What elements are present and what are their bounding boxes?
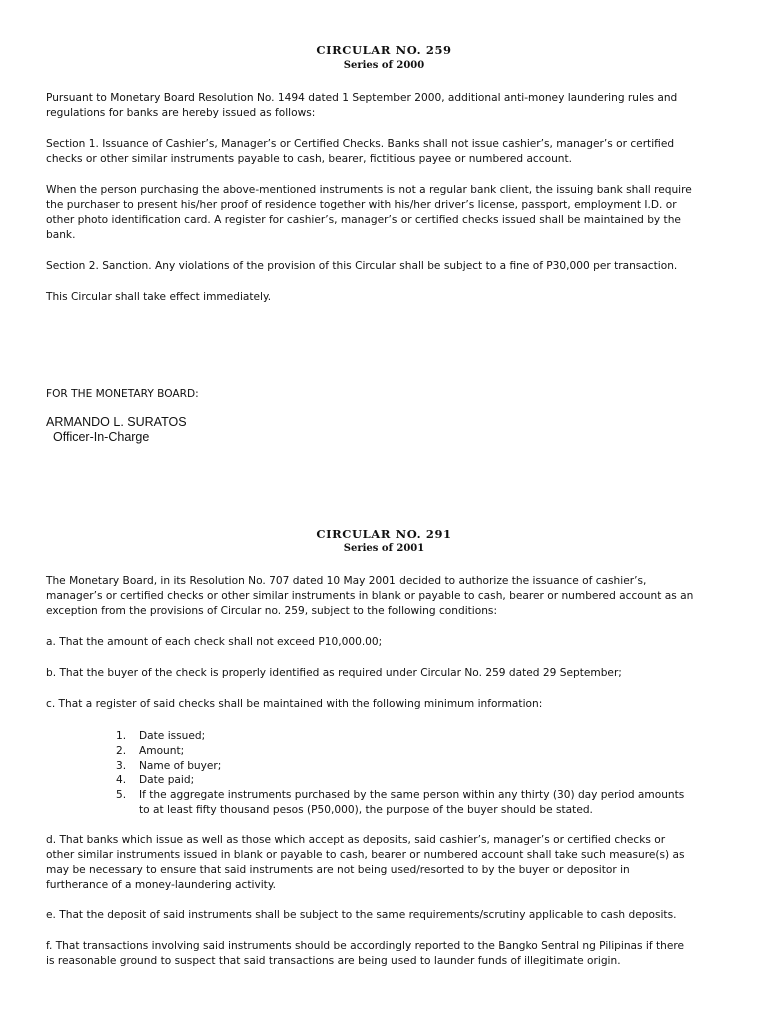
text-line: other photo identification card. A register for cashier’s, manager’s or certified checks issued shall be maintained by the: [46, 214, 681, 226]
condition-f: [46, 939, 722, 969]
circular-259-section-1: [46, 137, 722, 167]
list-number: 4.: [116, 774, 127, 787]
text-line: Pursuant to Monetary Board Resolution No. 1494 dated 1 September 2000, additional anti-money laundering rules and: [46, 92, 678, 104]
list-item: [116, 744, 736, 759]
text-line: b. That the buyer of the check is properly identified as required under Circular No. 259 dated 29 September;: [46, 667, 622, 679]
register-info-list: [116, 729, 736, 818]
text-line: regulations for banks are hereby issued as follows:: [46, 107, 316, 119]
list-item: [116, 788, 736, 818]
text-line: When the person purchasing the above-mentioned instruments is not a regular bank client, the issuing bank shall require: [46, 184, 692, 196]
text-line: d. That banks which issue as well as those which accept as deposits, said cashier’s, manager’s or certified checks or: [46, 834, 666, 846]
text-line: The Monetary Board, in its Resolution No. 707 dated 10 May 2001 decided to authorize the issuance of cashier’s,: [46, 575, 647, 587]
text-line: e. That the deposit of said instruments shall be subject to the same requirements/scrutiny applicable to cash deposits.: [46, 909, 677, 921]
list-number: 5.: [116, 789, 127, 802]
text-line: checks or other similar instruments payable to cash, bearer, fictitious payee or numbered account.: [46, 153, 573, 165]
text-line: manager’s or certified checks or other similar instruments in blank or payable to cash, bearer or numbered account as an: [46, 590, 694, 602]
text-line: Section 2. Sanction. Any violations of the provision of this Circular shall be subject to a fine of P30,000 per transaction.: [46, 260, 678, 272]
signatory-name: ARMANDO L. SURATOS: [46, 415, 187, 429]
condition-d: [46, 833, 722, 893]
text-line: to at least fifty thousand pesos (P50,000), the purpose of the buyer should be stated.: [139, 803, 593, 816]
condition-b: [46, 666, 722, 681]
text-line: bank.: [46, 229, 76, 241]
text-line: c. That a register of said checks shall be maintained with the following minimum information:: [46, 698, 543, 710]
list-item: [116, 729, 736, 744]
circular-291-title: CIRCULAR NO. 291: [316, 527, 452, 541]
list-number: 2.: [116, 744, 127, 757]
text-line: may be necessary to ensure that said instruments are not being used/resorted to by the buyer or depositor in: [46, 864, 630, 876]
signatory-title: Officer-In-Charge: [53, 430, 150, 444]
text-line: exception from the provisions of Circular no. 259, subject to the following conditions:: [46, 605, 498, 617]
circular-259-effectivity: [46, 290, 722, 305]
circular-291-series: Series of 2001: [343, 543, 425, 554]
condition-e: [46, 908, 722, 923]
list-item: [116, 773, 736, 788]
text-line: Date issued;: [139, 730, 206, 742]
text-line: f. That transactions involving said instruments should be accordingly reported to the Bangko Sentral ng Pilipinas if there: [46, 940, 684, 952]
text-line: Date paid;: [139, 774, 195, 787]
text-line: the purchaser to present his/her proof of residence together with his/her driver’s license, passport, employment I.D. or: [46, 199, 677, 211]
circular-259-series: Series of 2000: [343, 60, 425, 71]
text-line: is reasonable ground to suspect that said transactions are being used to launder funds of illegitimate origin.: [46, 955, 621, 967]
text-line: This Circular shall take effect immediately.: [46, 291, 272, 303]
text-line: other similar instruments issued in blank or payable to cash, bearer or numbered account shall take such measure(s) as: [46, 849, 685, 861]
monetary-board-heading: [46, 387, 722, 402]
text-line: Section 1. Issuance of Cashier’s, Manager’s or Certified Checks. Banks shall not issue cashier’s, manager’s or certified: [46, 138, 675, 150]
list-number: 3.: [116, 759, 127, 772]
text-line: a. That the amount of each check shall not exceed P10,000.00;: [46, 636, 383, 648]
text-line: FOR THE MONETARY BOARD:: [46, 388, 199, 400]
text-line: If the aggregate instruments purchased by the same person within any thirty (30) day period amounts: [139, 789, 685, 802]
circular-259-title: CIRCULAR NO. 259: [316, 43, 452, 57]
circular-291-intro: [46, 574, 722, 619]
condition-c: [46, 697, 722, 712]
text-line: Name of buyer;: [139, 759, 222, 772]
text-line: furtherance of a money-laundering activity.: [46, 879, 276, 891]
circular-259-intro: [46, 91, 722, 121]
condition-a: [46, 635, 722, 650]
circular-259-section-2: [46, 259, 722, 274]
text-line: Amount;: [139, 744, 185, 757]
list-item: [116, 759, 736, 774]
circular-259-paragraph-2: [46, 183, 722, 243]
list-number: 1.: [116, 730, 127, 742]
